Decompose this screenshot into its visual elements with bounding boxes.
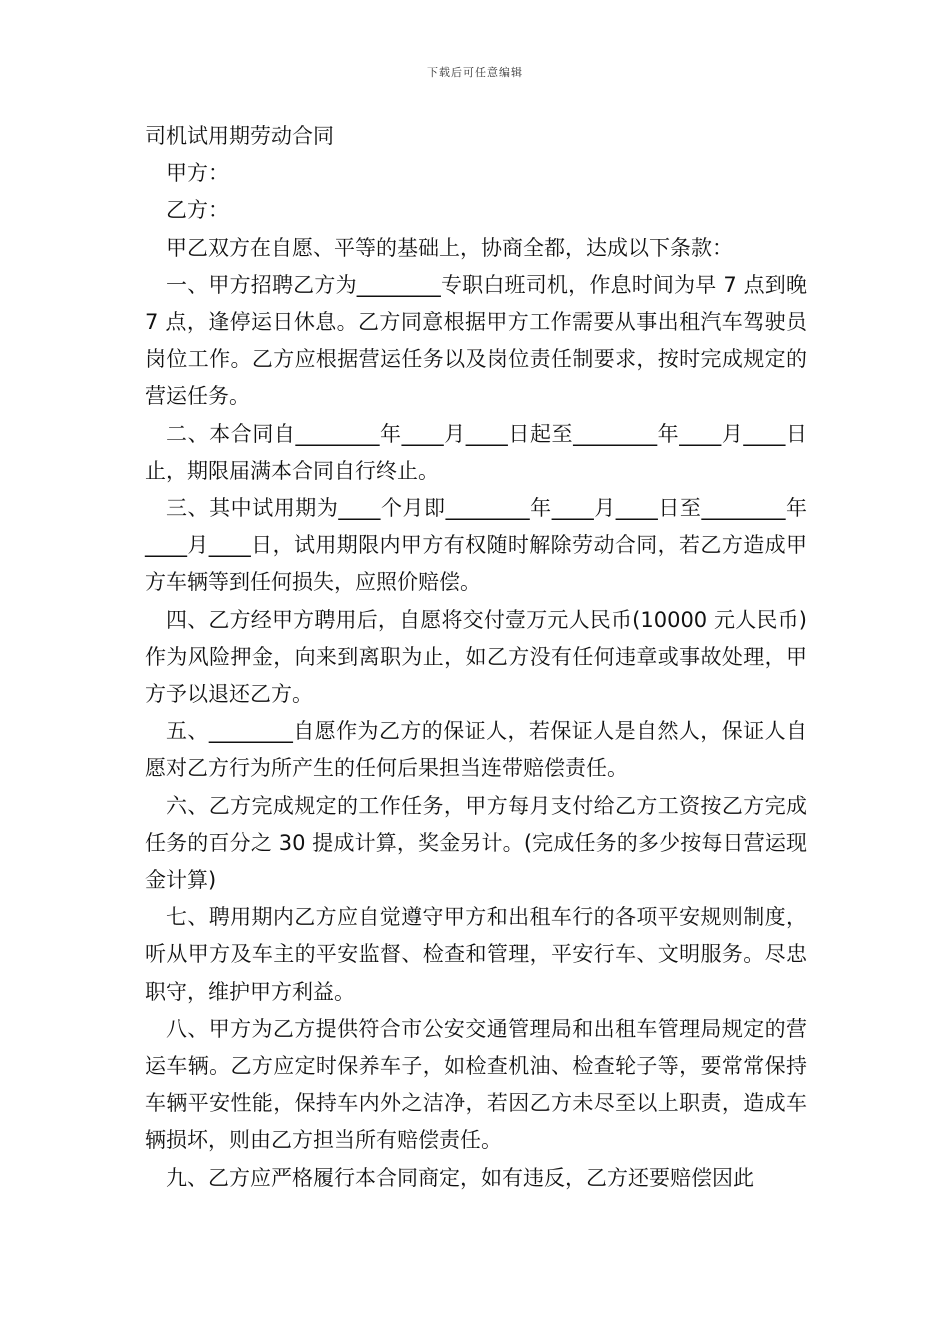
intro-paragraph: 甲乙双方在自愿、平等的基础上，协商全都，达成以下条款： xyxy=(166,235,733,260)
clause-8: 八、甲方为乙方提供符合市公安交通管理局和出租车管理局规定的营运车辆。乙方应定时保养车子，如检查机油、检查轮子等，要常常保持车辆平安性能，保持车内外之洁净，若因乙方未尽至以上职责，造成车辆损坏，则由乙方担当所有赔偿责任。 xyxy=(145,1016,807,1153)
document-title: 司机试用期劳动合同 xyxy=(145,124,334,148)
clause-5: 五、________自愿作为乙方的保证人，若保证人是自然人，保证人自愿对乙方行为所产生的任何后果担当连带赔偿责任。 xyxy=(145,719,807,781)
page-header-note: 下载后可任意编辑 xyxy=(427,66,523,79)
clause-2: 二、本合同自________年____月____日起至________年____月____日止，期限届满本合同自行终止。 xyxy=(145,421,807,483)
clause-6: 六、乙方完成规定的工作任务，甲方每月支付给乙方工资按乙方完成任务的百分之 30 提成计算，奖金另计。(完成任务的多少按每日营运现金计算) xyxy=(145,793,807,893)
clause-9: 九、乙方应严格履行本合同商定，如有违反，乙方还要赔偿因此 xyxy=(166,1165,754,1190)
clause-7: 七、聘用期内乙方应自觉遵守甲方和出租车行的各项平安规则制度，听从甲方及车主的平安监督、检查和管理，平安行车、文明服务。尽忠职守，维护甲方利益。 xyxy=(145,905,807,1004)
clause-3: 三、其中试用期为____个月即________年____月____日至________年____月____日，试用期限内甲方有权随时解除劳动合同，若乙方造成甲方车辆等到任何损失，应照价赔偿。 xyxy=(145,496,807,595)
party-b-label: 乙方： xyxy=(166,198,229,223)
document-body xyxy=(145,118,807,1197)
party-a-label: 甲方： xyxy=(166,161,229,186)
clause-4: 四、乙方经甲方聘用后，自愿将交付壹万元人民币(10000 元人民币)作为风险押金，向来到离职为止，如乙方没有任何违章或事故处理，甲方予以退还乙方。 xyxy=(145,607,807,707)
clause-1: 一、甲方招聘乙方为________专职白班司机，作息时间为早 7 点到晚 7 点，逢停运日休息。乙方同意根据甲方工作需要从事出租汽车驾驶员岗位工作。乙方应根据营运任务以及岗位责任制要求，按时完成规定的营运任务。 xyxy=(145,272,807,409)
